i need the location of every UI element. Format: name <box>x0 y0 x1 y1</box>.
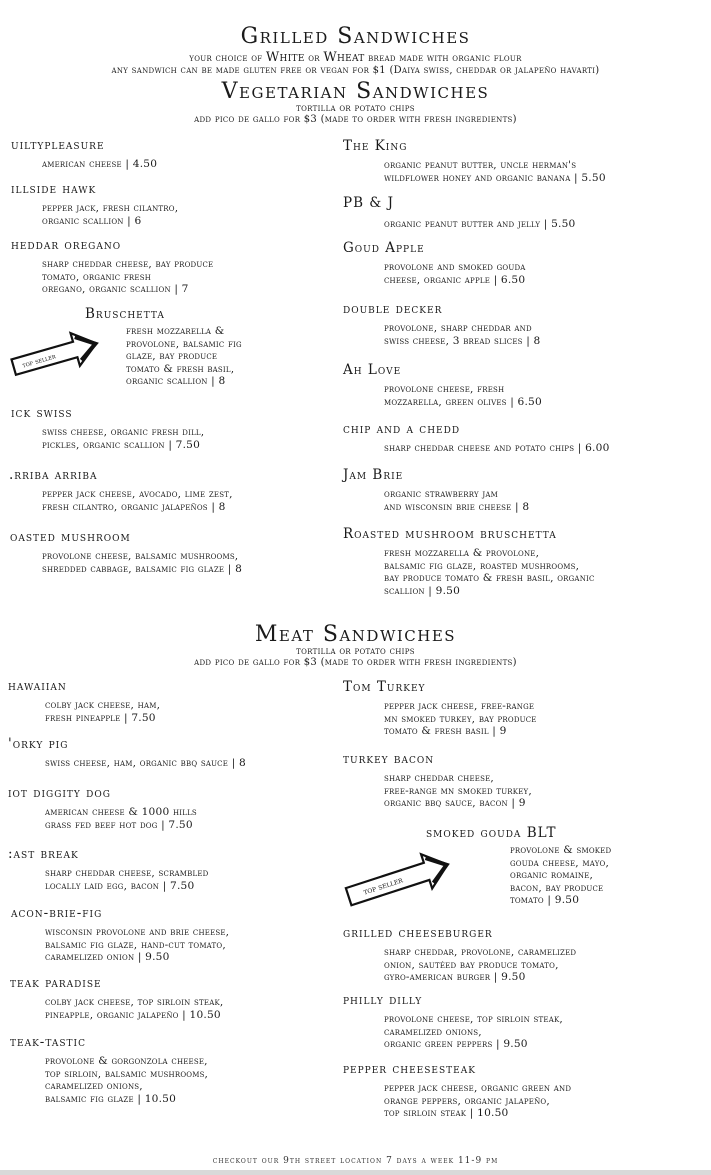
item-name: heddar oregano <box>11 237 122 253</box>
item-name: Bruschetta <box>85 306 165 322</box>
item-description: sharp cheddar cheese, scrambled locally laid egg, bacon | 7.50 <box>45 867 209 892</box>
item-name: Jam Brie <box>343 467 404 483</box>
menu-item-featured <box>85 306 242 388</box>
item-name: chip and a chedd <box>343 421 461 437</box>
item-description: colby jack cheese, ham, fresh pineapple | 7.50 <box>45 699 161 724</box>
bread-choice-text-a: your choice of <box>189 53 266 64</box>
item-name: 'orky pig <box>8 736 69 752</box>
menu-item <box>343 362 542 408</box>
top-seller-badge <box>6 327 106 382</box>
item-description: american cheese | 4.50 <box>42 158 158 170</box>
arrow-badge-icon <box>340 850 460 910</box>
menu-item <box>11 237 213 296</box>
bottom-edge <box>0 1170 711 1175</box>
item-description: swiss cheese, ham, organic bbq sauce | 8 <box>45 757 246 769</box>
menu-item <box>11 905 229 964</box>
vegetarian-chips-line: tortilla or potato chips <box>296 103 415 114</box>
item-name: ick swiss <box>11 405 73 421</box>
menu-item <box>8 785 197 831</box>
top-seller-label: top seller <box>21 351 57 370</box>
item-name: Roasted mushroom bruschetta <box>343 526 557 542</box>
item-description: swiss cheese, organic fresh dill, pickles, organic scallion | 7.50 <box>42 426 205 451</box>
menu-item <box>11 405 204 451</box>
item-name: philly dilly <box>343 992 423 1008</box>
menu-item <box>343 240 526 286</box>
item-description: colby jack cheese, top sirloin steak, pineapple, organic jalapeño | 10.50 <box>45 996 224 1021</box>
gluten-free-line: any sandwich can be made gluten free or vegan for $1 (Daiya swiss, cheddar or jalapeño havarti) <box>111 65 600 76</box>
menu-item <box>343 992 563 1051</box>
menu-item <box>9 467 233 513</box>
item-description: sharp cheddar cheese and potato chips | 6.00 <box>384 442 610 454</box>
item-name: turkey bacon <box>343 751 435 767</box>
item-name: :ast break <box>8 846 79 862</box>
item-description: american cheese & 1000 hills grass fed beef hot dog | 7.50 <box>45 806 197 831</box>
item-name: smoked gouda BLT <box>426 825 557 841</box>
menu-item <box>343 301 541 347</box>
arrow-badge-icon <box>6 327 106 382</box>
item-description: sharp cheddar cheese, bay produce tomato, organic fresh oregano, organic scallion | 7 <box>42 258 214 296</box>
menu-item <box>8 678 160 724</box>
menu-item <box>8 846 208 892</box>
menu-item <box>11 181 178 227</box>
item-description: fresh mozzarella & provolone, balsamic fig glaze, bay produce tomato & fresh basil, organic scallion | 8 <box>126 325 242 388</box>
item-description: provolone cheese, fresh mozzarella, green olives | 6.50 <box>384 383 542 408</box>
menu-item <box>343 526 595 597</box>
item-description: pepper jack cheese, free-range mn smoked turkey, bay produce tomato & fresh basil | 9 <box>384 700 537 738</box>
grilled-bread-line <box>0 52 711 65</box>
item-description: provolone cheese, top sirloin steak, caramelized onions, organic green peppers | 9.50 <box>384 1013 563 1051</box>
vegetarian-pico-line: add pico de gallo for $3 (made to order with fresh ingredients) <box>194 114 517 125</box>
item-name: PB & J <box>343 195 395 211</box>
item-description: sharp cheddar cheese, free-range mn smoked turkey, organic bbq sauce, bacon | 9 <box>384 772 532 810</box>
item-name: Tom Turkey <box>343 679 426 695</box>
menu-item <box>343 925 576 984</box>
item-name: The King <box>343 138 408 154</box>
grilled-sandwiches-title: Grilled Sandwiches <box>240 24 471 49</box>
menu-item <box>343 195 576 231</box>
menu-item <box>343 1061 571 1120</box>
meat-pico-line: add pico de gallo for $3 (made to order with fresh ingredients) <box>194 657 517 668</box>
menu-item <box>343 679 537 738</box>
item-description: pepper jack cheese, avocado, lime zest, fresh cilantro, organic jalapeños | 8 <box>42 488 233 513</box>
meat-sandwiches-title: Meat Sandwiches <box>254 622 457 647</box>
item-description: sharp cheddar, provolone, caramelized onion, sautéed bay produce tomato, gyro-american burger | 9.50 <box>384 946 577 984</box>
item-description: organic peanut butter and jelly | 5.50 <box>384 218 576 230</box>
menu-item <box>343 138 606 184</box>
item-description: pepper jack cheese, organic green and orange peppers, organic jalapeño, top sirloin steak | 10.50 <box>384 1082 572 1120</box>
footer-note: checkout our 9th street location 7 days a week 11-9 pm <box>212 1156 499 1166</box>
item-name: pepper cheesesteak <box>343 1061 476 1077</box>
item-name: acon-brie-fig <box>11 905 103 921</box>
item-description: fresh mozzarella & provolone, balsamic fig glaze, roasted mushrooms, bay produce tomato & fresh basil, organic scallion | 9.50 <box>384 547 595 597</box>
bread-choice-text-b: bread made with organic flour <box>364 53 522 64</box>
bread-choice-or: or <box>304 53 324 64</box>
item-description: provolone and smoked gouda cheese, organic apple | 6.50 <box>384 261 526 286</box>
item-name: teak paradise <box>10 975 102 991</box>
menu-item <box>343 421 610 455</box>
item-description: pepper jack, fresh cilantro, organic scallion | 6 <box>42 202 179 227</box>
item-name: grilled cheeseburger <box>343 925 493 941</box>
menu-item <box>10 529 242 575</box>
menu-item <box>343 467 529 513</box>
item-description: organic peanut butter, uncle herman's wildflower honey and organic banana | 5.50 <box>384 159 606 184</box>
item-name: Ah Love <box>343 362 402 378</box>
menu-item <box>8 736 246 770</box>
item-name: uiltypleasure <box>11 137 105 153</box>
item-name: .rriba arriba <box>9 467 98 483</box>
menu-item <box>343 751 532 810</box>
item-description: provolone cheese, balsamic mushrooms, shredded cabbage, balsamic fig glaze | 8 <box>42 550 243 575</box>
item-name: illside hawk <box>11 181 97 197</box>
item-description: provolone & gorgonzola cheese, top sirloin, balsamic mushrooms, caramelized onions, balsamic fig glaze | 10.50 <box>45 1055 209 1105</box>
meat-chips-line: tortilla or potato chips <box>296 646 415 657</box>
item-name: double decker <box>343 301 443 317</box>
top-seller-label: top seller <box>362 875 404 897</box>
item-description: wisconsin provolone and brie cheese, balsamic fig glaze, hand-cut tomato, caramelized onion | 9.50 <box>45 926 230 964</box>
item-description: organic strawberry jam and wisconsin brie cheese | 8 <box>384 488 530 513</box>
bread-wheat: Wheat <box>323 50 365 65</box>
item-description: provolone & smoked gouda cheese, mayo, organic romaine, bacon, bay produce tomato | 9.50 <box>510 844 612 907</box>
menu-item <box>10 1034 208 1105</box>
bread-white: White <box>265 50 305 65</box>
item-name: teak-tastic <box>10 1034 86 1050</box>
item-name: oasted mushroom <box>10 529 131 545</box>
top-seller-badge <box>340 850 460 910</box>
vegetarian-sandwiches-title: Vegetarian Sandwiches <box>221 79 490 104</box>
item-description: provolone, sharp cheddar and swiss cheese, 3 bread slices | 8 <box>384 322 541 347</box>
menu-item <box>10 975 223 1021</box>
item-name: iot diggity dog <box>8 785 111 801</box>
menu-item <box>11 137 157 171</box>
item-name: Goud Apple <box>343 240 425 256</box>
item-name: hawaiian <box>8 678 67 694</box>
